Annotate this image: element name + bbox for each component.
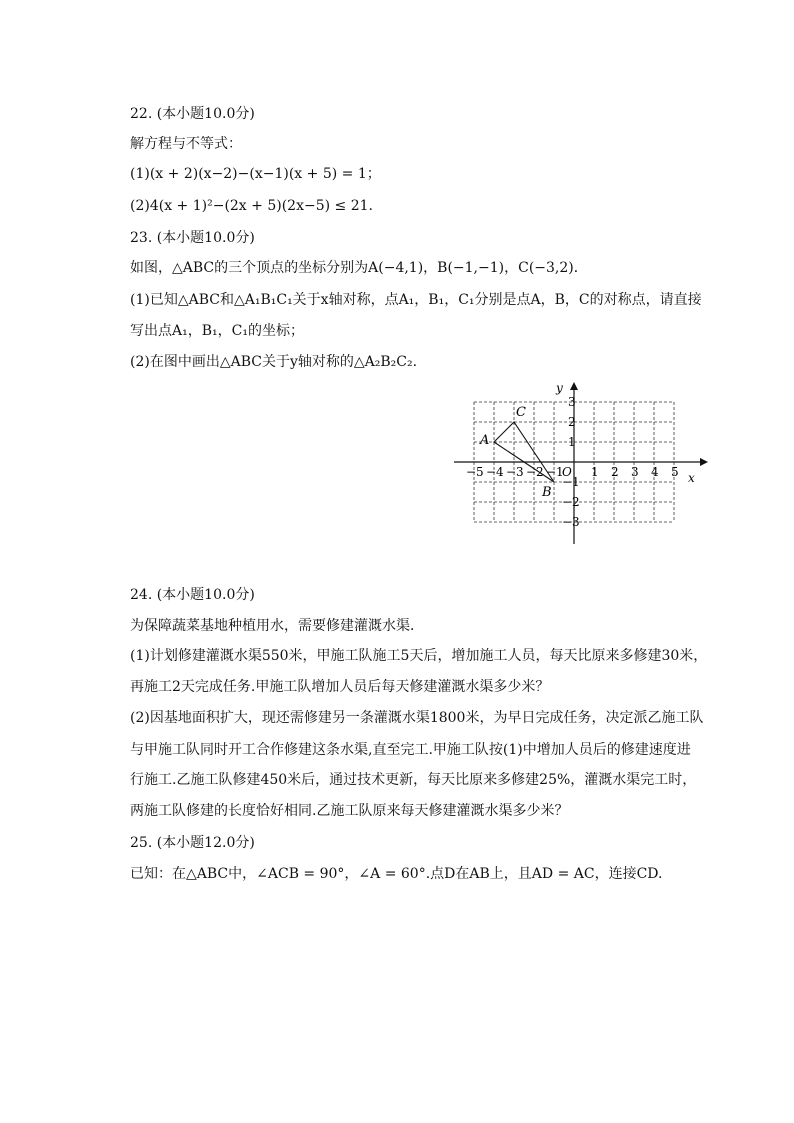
y-axis-label: y <box>556 381 563 395</box>
x-tick-label: −5 <box>466 465 484 479</box>
x-tick-label: −4 <box>486 465 504 479</box>
q22-inequality-2: (2)4(x + 1)²−(2x + 5)(2x−5) ≤ 21. <box>130 198 373 214</box>
y-tick-label: 1 <box>568 435 576 449</box>
q24-line-5: 行施工.乙施工队修建450米后，通过技术更新，每天比原来多修建25%，灌溉水渠完工时， <box>130 772 697 788</box>
q24-line-4: 与甲施工队同时开工合作修建这条水渠,直至完工.甲施工队按(1)中增加人员后的修建速度进 <box>130 742 691 758</box>
x-tick-label: 3 <box>631 465 639 479</box>
q24-header: 24. (本小题10.0分) <box>130 587 255 603</box>
coordinate-grid-figure <box>450 378 710 548</box>
y-tick-label: −2 <box>562 495 580 509</box>
q23-intro: 如图，△ABC的三个顶点的坐标分别为A(−4,1)，B(−1,−1)，C(−3,2)． <box>130 260 588 276</box>
q23-part1-line1: (1)已知△ABC和△A₁B₁C₁关于x轴对称，点A₁，B₁，C₁分别是点A，B，C的对称点，请直接 <box>130 292 702 308</box>
y-tick-label: −3 <box>562 515 580 529</box>
q23-header: 23. (本小题10.0分) <box>130 230 255 246</box>
q24-line-2: 再施工2天完成任务.甲施工队增加人员后每天修建灌溉水渠多少米？ <box>130 679 550 695</box>
q24-line-3: (2)因基地面积扩大，现还需修建另一条灌溉水渠1800米，为早日完成任务，决定派乙施工队 <box>130 710 704 726</box>
q25-intro: 已知：在△ABC中，∠ACB = 90°，∠A = 60°.点D在AB上，且AD = AC，连接CD. <box>130 866 663 882</box>
vertex-label-c: C <box>516 405 526 420</box>
x-tick-label: −3 <box>506 465 524 479</box>
x-axis-arrow-icon <box>700 458 708 466</box>
q22-equation-1: (1)(x + 2)(x−2)−(x−1)(x + 5) = 1； <box>130 166 381 182</box>
y-axis-arrow-icon <box>570 382 578 390</box>
q22-header: 22. (本小题10.0分) <box>130 106 255 122</box>
x-tick-label: 4 <box>651 465 659 479</box>
q23-part1-line2: 写出点A₁，B₁，C₁的坐标； <box>130 323 304 339</box>
vertex-label-b: B <box>542 485 552 500</box>
q25-header: 25. (本小题12.0分) <box>130 835 255 851</box>
origin-label: O <box>562 465 572 479</box>
q24-intro: 为保障蔬菜基地种植用水，需要修建灌溉水渠． <box>130 618 424 634</box>
axes <box>454 381 708 544</box>
q23-part2: (2)在图中画出△ABC关于y轴对称的△A₂B₂C₂. <box>130 354 418 370</box>
x-tick-label: −1 <box>546 465 564 479</box>
y-tick-label: 2 <box>568 415 576 429</box>
q24-line-6: 两施工队修建的长度恰好相同.乙施工队原来每天修建灌溉水渠多少米？ <box>130 803 569 819</box>
triangle-abc <box>479 405 554 500</box>
vertex-label-a: A <box>480 433 490 448</box>
x-tick-label: 1 <box>591 465 599 479</box>
q22-intro: 解方程与不等式： <box>130 136 242 152</box>
x-tick-label: −2 <box>526 465 544 479</box>
y-tick-label: 3 <box>568 395 576 409</box>
x-tick-label: 2 <box>611 465 619 479</box>
q24-line-1: (1)计划修建灌溉水渠550米，甲施工队施工5天后，增加施工人员，每天比原来多修建30米， <box>130 648 708 664</box>
x-axis-label: x <box>688 471 695 485</box>
y-tick-label: −1 <box>562 475 580 489</box>
x-tick-label: 5 <box>671 465 679 479</box>
